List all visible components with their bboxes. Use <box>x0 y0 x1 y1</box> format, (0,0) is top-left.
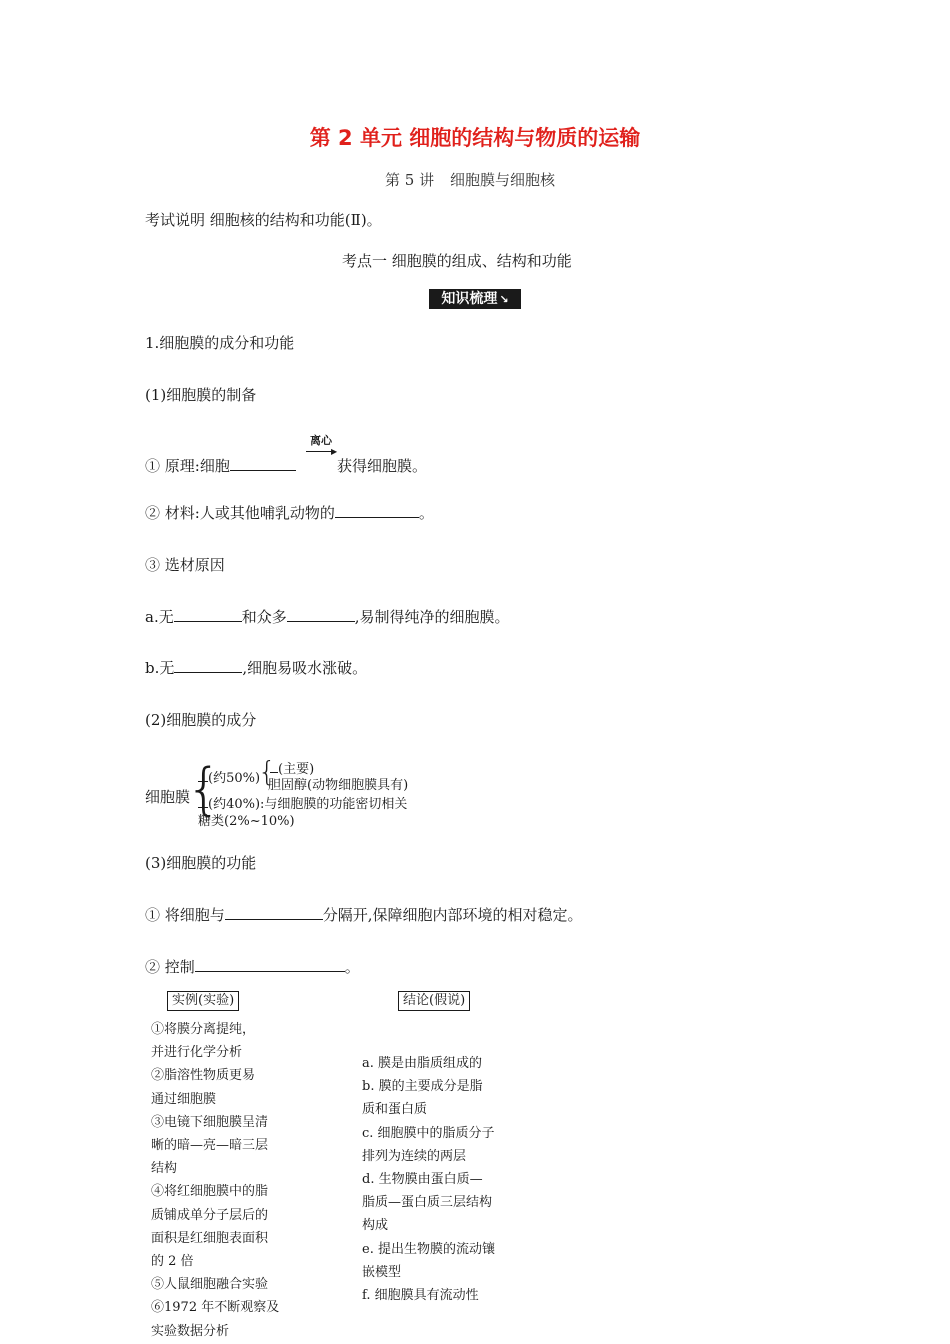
experiment-line: 面积是红细胞表面积 <box>151 1230 269 1246</box>
subsection-heading: (2)细胞膜的成分 <box>145 711 257 729</box>
lecture-number: 第 5 讲 <box>385 171 435 189</box>
reason-a-end: ,易制得纯净的细胞膜。 <box>354 608 510 626</box>
experiment-line: ④将红细胞膜中的脂 <box>151 1184 269 1200</box>
conclusion-line: b. 膜的主要成分是脂 <box>362 1079 483 1095</box>
conclusion-line: a. 膜是由脂质组成的 <box>362 1056 483 1071</box>
answer-blank[interactable] <box>195 957 345 972</box>
experiment-line: ②脂溶性物质更易 <box>151 1068 256 1084</box>
section-heading: 1.细胞膜的成分和功能 <box>145 334 295 352</box>
conclusion-line: f. 细胞膜具有流动性 <box>362 1288 479 1304</box>
reason-b-text: b.无 <box>145 659 175 677</box>
function-1-end: 分隔开,保障细胞内部环境的相对稳定。 <box>322 906 583 924</box>
conclusion-line: c. 细胞膜中的脂质分子 <box>362 1125 495 1141</box>
cholesterol-row: 胆固醇(动物细胞膜具有) <box>268 778 409 793</box>
badge-label: 知识梳理 <box>441 291 498 307</box>
arrow-line <box>306 451 334 452</box>
experiment-line: 晰的暗—亮—暗三层 <box>151 1138 269 1154</box>
conclusion-header: 结论(假说) <box>398 991 470 1011</box>
function-1-text: ① 将细胞与 <box>145 906 225 924</box>
reason-a <box>145 606 510 627</box>
function-1 <box>145 904 583 925</box>
conclusion-line: 构成 <box>362 1218 389 1234</box>
conclusion-line: 排列为连续的两层 <box>362 1148 467 1164</box>
experiment-header: 实例(实验) <box>167 991 239 1011</box>
arrow-icon: ↘ <box>499 293 509 306</box>
experiment-line: 的 2 倍 <box>151 1254 194 1270</box>
sugar-row: 糖类(2%~10%) <box>198 814 295 829</box>
answer-blank[interactable] <box>287 607 355 622</box>
principle-line <box>145 455 296 476</box>
material-line <box>145 502 434 523</box>
unit-title: 第 2 单元 细胞的结构与物质的运输 <box>309 126 641 150</box>
function-2-text: ② 控制 <box>145 958 195 976</box>
reason-b <box>145 657 367 678</box>
experiment-line: ⑥1972 年不断观察及 <box>151 1300 280 1316</box>
conclusion-line: e. 提出生物膜的流动镶 <box>362 1241 495 1257</box>
inner-brace: { <box>258 755 276 788</box>
experiment-line: ⑤人鼠细胞融合实验 <box>151 1277 269 1293</box>
function-2-end: 。 <box>344 958 360 976</box>
knowledge-review-badge <box>429 289 521 309</box>
reason-b-end: ,细胞易吸水涨破。 <box>242 659 368 677</box>
experiment-line: 结构 <box>151 1161 178 1177</box>
conclusion-line: 脂质—蛋白质三层结构 <box>362 1195 493 1211</box>
outer-brace: { <box>186 757 222 822</box>
experiment-line: ①将膜分离提纯， <box>151 1022 256 1037</box>
experiment-line: 实验数据分析 <box>151 1323 230 1339</box>
lecture-name: 细胞膜与细胞核 <box>450 171 556 189</box>
topic-heading: 考点一 细胞膜的组成、结构和功能 <box>342 252 572 270</box>
answer-blank[interactable] <box>270 760 278 773</box>
answer-blank[interactable] <box>174 658 242 673</box>
subsection-heading: (1)细胞膜的制备 <box>145 386 257 404</box>
conclusion-line: 嵌模型 <box>362 1264 402 1280</box>
experiment-line: 并进行化学分析 <box>151 1045 243 1061</box>
reason-heading: ③ 选材原因 <box>145 556 225 574</box>
experiment-line: 质铺成单分子层后的 <box>151 1207 269 1223</box>
function-2 <box>145 956 360 977</box>
lipid-row <box>198 767 260 786</box>
answer-blank[interactable] <box>198 795 208 808</box>
reason-a-text: a.无 <box>145 608 174 626</box>
protein-text: (约40%):与细胞膜的功能密切相关 <box>208 797 408 812</box>
composition-root: 细胞膜 <box>145 788 191 806</box>
conclusion-line: 质和蛋白质 <box>362 1102 428 1118</box>
subsection-heading: (3)细胞膜的功能 <box>145 854 257 872</box>
material-end: 。 <box>418 504 434 522</box>
answer-blank[interactable] <box>225 905 323 920</box>
conclusion-list <box>362 1052 495 1307</box>
conclusion-line: d. 生物膜由蛋白质— <box>362 1172 483 1188</box>
answer-blank[interactable] <box>230 456 296 471</box>
principle-tail: 获得细胞膜。 <box>337 457 428 475</box>
experiment-line: 通过细胞膜 <box>151 1091 217 1107</box>
principle-text: ① 原理:细胞 <box>145 457 230 475</box>
answer-blank[interactable] <box>198 769 208 782</box>
answer-blank[interactable] <box>174 607 242 622</box>
experiment-line: ③电镜下细胞膜呈清 <box>151 1114 269 1130</box>
lipid-text: (约50%) <box>208 771 261 786</box>
answer-blank[interactable] <box>335 503 419 518</box>
exam-note: 考试说明 细胞核的结构和功能(Ⅱ)。 <box>145 211 382 229</box>
reason-a-mid: 和众多 <box>241 608 287 626</box>
main-text: (主要) <box>278 762 315 777</box>
arrow-head-icon: ▶ <box>331 447 338 456</box>
arrow-label: 离心 <box>310 434 332 447</box>
material-text: ② 材料:人或其他哺乳动物的 <box>145 504 335 522</box>
experiment-list <box>151 1018 279 1343</box>
